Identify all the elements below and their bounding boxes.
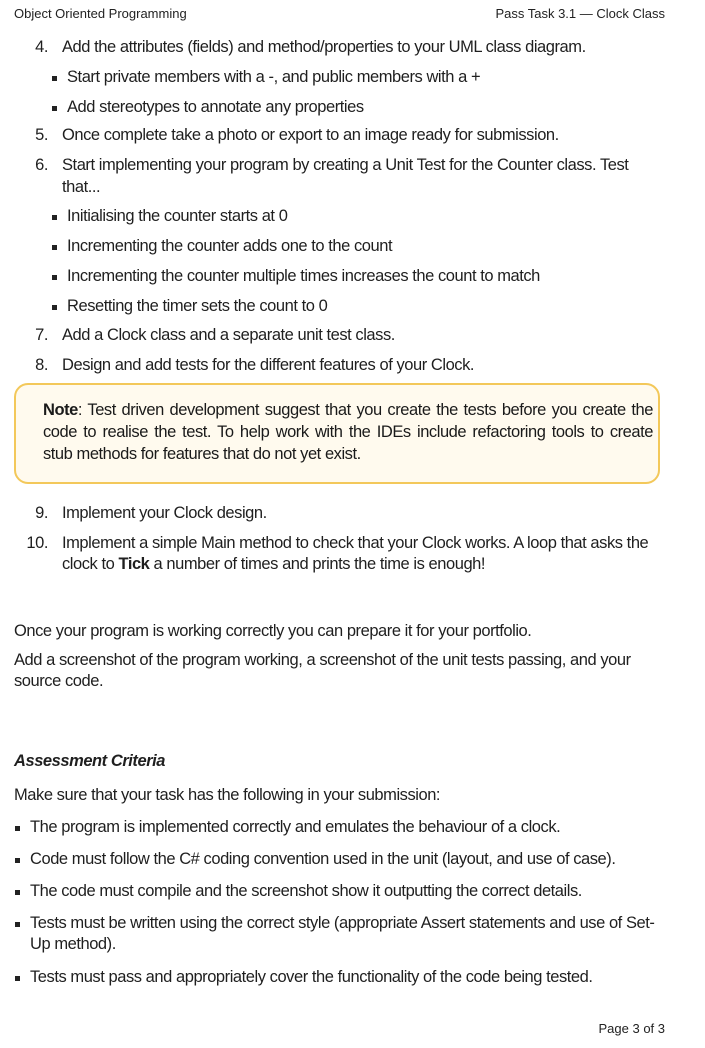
assessment-heading: Assessment Criteria — [14, 752, 166, 770]
step-text-part: a number of times and prints the time is enough! — [149, 555, 486, 573]
assessment-intro: Make sure that your task has the following in your submission: — [14, 786, 441, 804]
step-text: Start implementing your program by creating a Unit Test for the Counter class. Test — [62, 156, 629, 174]
bullet-text: Resetting the timer sets the count to 0 — [67, 297, 328, 315]
step-text: Design and add tests for the different features of your Clock. — [62, 356, 475, 374]
step-text: Implement a simple Main method to check that your Clock works. A loop that asks the — [62, 534, 649, 552]
step-text: Add the attributes (fields) and method/properties to your UML class diagram. — [62, 38, 586, 56]
step-text-continued — [62, 553, 485, 575]
step-text: Add a Clock class and a separate unit test class. — [62, 326, 395, 344]
bullet-text: Initialising the counter starts at 0 — [67, 207, 288, 225]
bullet-icon — [52, 76, 57, 81]
bullet-icon — [15, 976, 20, 981]
note-body: : Test driven development suggest that you create the tests before you create the code to realise the test. To help work with the IDEs include refactoring tools to create stub methods for features that do not yet exist. — [43, 401, 653, 463]
bullet-icon — [15, 922, 20, 927]
criteria-item: Code must follow the C# coding convention used in the unit (layout, and use of case). — [30, 850, 616, 868]
step-text: Once complete take a photo or export to an image ready for submission. — [62, 126, 559, 144]
bullet-text: Start private members with a -, and public members with a + — [67, 68, 481, 86]
paragraph-submission-continued: source code. — [14, 672, 104, 690]
bullet-icon — [15, 826, 20, 831]
step-text-continued: that... — [62, 178, 101, 196]
note-label: Note — [43, 401, 78, 419]
bullet-text: Add stereotypes to annotate any properties — [67, 98, 364, 116]
step-text-part: clock to — [62, 555, 119, 573]
step-number: 5. — [35, 126, 48, 144]
note-callout — [14, 383, 660, 484]
step-text: Implement your Clock design. — [62, 504, 267, 522]
bullet-text: Incrementing the counter adds one to the count — [67, 237, 393, 255]
step-number: 8. — [35, 356, 48, 374]
criteria-item: Tests must pass and appropriately cover the functionality of the code being tested. — [30, 968, 593, 986]
paragraph-submission: Add a screenshot of the program working, a screenshot of the unit tests passing, and your — [14, 651, 631, 669]
step-number: 6. — [35, 156, 48, 174]
criteria-item: The code must compile and the screenshot show it outputting the correct details. — [30, 882, 582, 900]
bullet-icon — [15, 858, 20, 863]
bullet-icon — [52, 275, 57, 280]
header-course-title: Object Oriented Programming — [14, 6, 187, 21]
bullet-icon — [52, 215, 57, 220]
header-task-title: Pass Task 3.1 — Clock Class — [495, 6, 665, 21]
step-number: 10. — [26, 534, 48, 552]
bullet-icon — [52, 305, 57, 310]
bullet-icon — [52, 245, 57, 250]
page-number: Page 3 of 3 — [598, 1021, 665, 1036]
criteria-item: The program is implemented correctly and emulates the behaviour of a clock. — [30, 818, 561, 836]
step-number: 4. — [35, 38, 48, 56]
bullet-icon — [15, 890, 20, 895]
criteria-item-continued: Up method). — [30, 935, 116, 953]
step-number: 9. — [35, 504, 48, 522]
note-text — [43, 399, 653, 465]
step-number: 7. — [35, 326, 48, 344]
criteria-item: Tests must be written using the correct style (appropriate Assert statements and use of Set- — [30, 914, 655, 932]
paragraph-portfolio: Once your program is working correctly you can prepare it for your portfolio. — [14, 622, 532, 640]
tick-keyword: Tick — [118, 555, 150, 573]
bullet-text: Incrementing the counter multiple times increases the count to match — [67, 267, 540, 285]
bullet-icon — [52, 106, 57, 111]
